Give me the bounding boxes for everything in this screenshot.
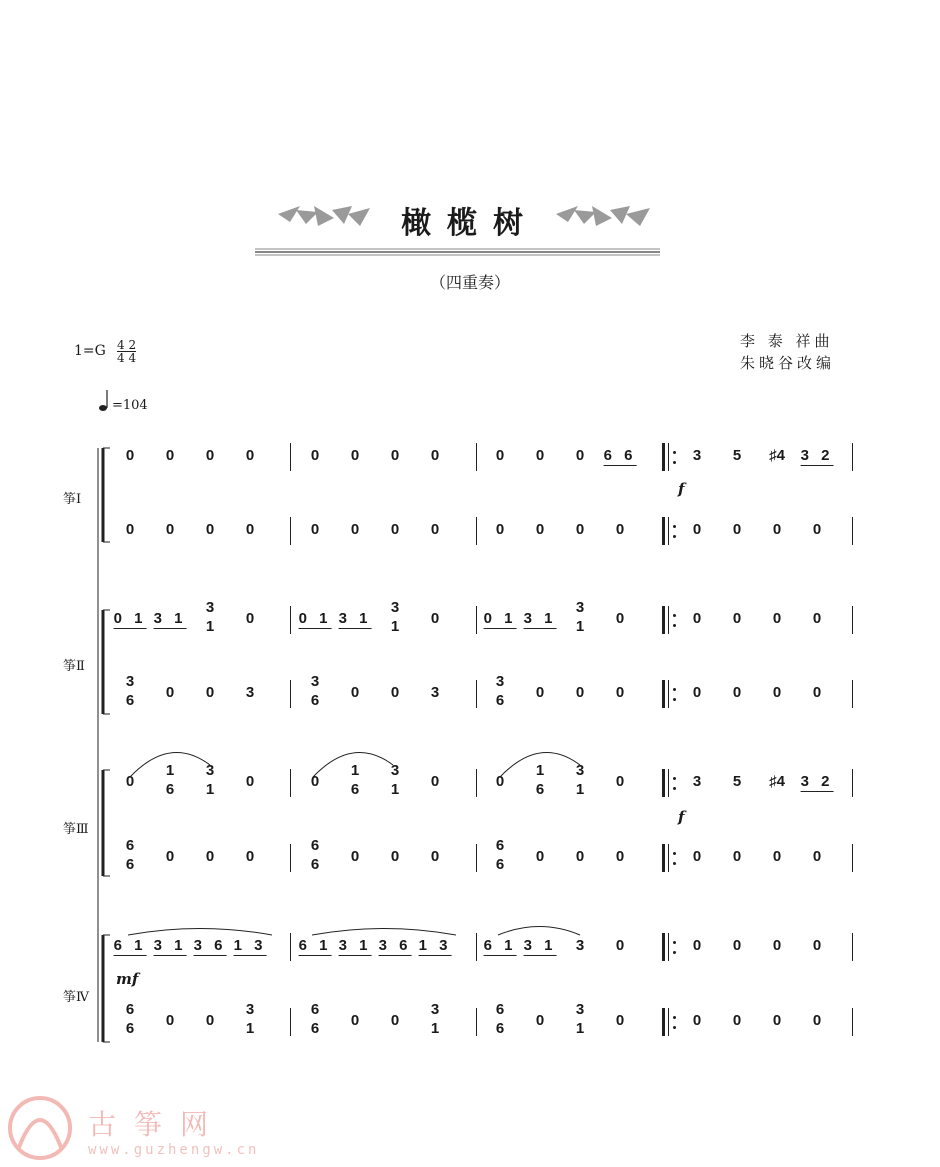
zheng2-lower-note: 0	[732, 684, 742, 701]
repeat-dot	[673, 862, 676, 865]
key-signature: 1=G	[74, 343, 106, 359]
zheng3-upper-note: 1 6	[165, 762, 175, 798]
zheng3-lower-note: 0	[732, 848, 742, 865]
zheng2-upper-note: 0	[615, 610, 625, 627]
zheng4-upper-note: 0	[732, 937, 742, 954]
time-signature-bottom: 4 4	[117, 351, 137, 365]
zheng1-lower-note: 0	[390, 521, 400, 538]
repeat-dot	[673, 525, 676, 528]
barline	[662, 1008, 665, 1036]
zheng2-upper-note: 0	[430, 610, 440, 627]
zheng3-lower-note: 0	[350, 848, 360, 865]
repeat-dot	[673, 535, 676, 538]
zheng4-lower-note: 3 1	[575, 1001, 585, 1037]
zheng4-upper-note: 0	[772, 937, 782, 954]
zheng1-lower-note: 0	[430, 521, 440, 538]
repeat-dot	[673, 624, 676, 627]
repeat-dot	[673, 451, 676, 454]
barline	[476, 443, 477, 471]
zheng1-upper-note: 0	[310, 447, 320, 464]
barline	[852, 606, 853, 634]
zheng3-lower-note: 0	[772, 848, 782, 865]
zheng2-upper-note: 3 1	[338, 610, 372, 627]
repeat-dot	[673, 941, 676, 944]
zheng3-upper-note: 1 6	[350, 762, 360, 798]
zheng4-upper-note: 3 1	[338, 937, 372, 954]
barline	[290, 1008, 291, 1036]
zheng2-upper-note: 3 1	[390, 599, 400, 635]
instrument-label-zheng1: 筝Ⅰ	[63, 492, 82, 507]
zheng4-upper-note: 0	[692, 937, 702, 954]
zheng1-lower-note: 0	[350, 521, 360, 538]
zheng1-upper-note: 0	[125, 447, 135, 464]
zheng4-upper-note: 6 1	[483, 937, 517, 954]
zheng1-lower-note: 0	[165, 521, 175, 538]
watermark-url: www.guzhengw.cn	[88, 1142, 260, 1158]
zheng3-upper-note: 3 1	[390, 762, 400, 798]
watermark-text: 古筝网	[88, 1108, 227, 1141]
zheng4-lower-note: 6 6	[125, 1001, 135, 1037]
zheng1-upper-note: 0	[535, 447, 545, 464]
zheng2-lower-note: 0	[390, 684, 400, 701]
instrument-label-zheng3: 筝Ⅲ	[63, 822, 89, 837]
repeat-barline	[668, 1008, 669, 1036]
zheng2-lower-note: 0	[165, 684, 175, 701]
dynamic-forte-zheng1: f	[678, 480, 685, 498]
repeat-dot	[673, 614, 676, 617]
time-signature	[116, 339, 137, 364]
barline	[852, 517, 853, 545]
zheng1-upper-note: 5	[732, 447, 742, 464]
zheng1-lower-note: 0	[495, 521, 505, 538]
zheng4-lower-note: 3 1	[430, 1001, 440, 1037]
zheng1-lower-note: 0	[205, 521, 215, 538]
zheng1-lower-note: 0	[732, 521, 742, 538]
zheng2-lower-note: 3 6	[125, 673, 135, 709]
zheng3-upper-note: 0	[310, 773, 320, 790]
barline	[476, 933, 477, 961]
zheng4-upper-note: 0	[615, 937, 625, 954]
zheng2-upper-note: 3 1	[575, 599, 585, 635]
repeat-dot	[673, 1016, 676, 1019]
zheng4-lower-note: 6 6	[495, 1001, 505, 1037]
zheng2-upper-note: 0 1	[113, 610, 147, 627]
zheng4-upper-note: 3 1	[523, 937, 557, 954]
repeat-dot	[673, 777, 676, 780]
zheng1-lower-note: 0	[310, 521, 320, 538]
barline	[290, 769, 291, 797]
zheng3-lower-note: 0	[615, 848, 625, 865]
repeat-dot	[673, 461, 676, 464]
zheng3-upper-note: 1 6	[535, 762, 545, 798]
barline	[662, 769, 665, 797]
zheng1-upper-note: 6 6	[603, 447, 637, 464]
barline	[662, 680, 665, 708]
zheng3-upper-note: 0	[125, 773, 135, 790]
repeat-barline	[668, 517, 669, 545]
zheng1-upper-note: ♯4	[769, 447, 785, 464]
zheng3-lower-note: 0	[390, 848, 400, 865]
zheng1-upper-note: 3 2	[800, 447, 834, 464]
zheng4-upper-note: 3	[575, 937, 585, 954]
zheng1-lower-note: 0	[535, 521, 545, 538]
repeat-barline	[668, 443, 669, 471]
zheng3-upper-note: 3	[692, 773, 702, 790]
barline	[476, 680, 477, 708]
zheng2-lower-note: 0	[535, 684, 545, 701]
zheng2-lower-note: 3	[245, 684, 255, 701]
repeat-dot	[673, 688, 676, 691]
zheng2-upper-note: 0 1	[298, 610, 332, 627]
zheng4-lower-note: 0	[390, 1012, 400, 1029]
barline	[662, 606, 665, 634]
zheng1-upper-note: 0	[205, 447, 215, 464]
repeat-barline	[668, 933, 669, 961]
zheng1-upper-note: 0	[390, 447, 400, 464]
zheng1-lower-note: 0	[575, 521, 585, 538]
zheng3-lower-note: 0	[692, 848, 702, 865]
barline	[290, 606, 291, 634]
zheng4-lower-note: 0	[812, 1012, 822, 1029]
barline	[662, 443, 665, 471]
zheng3-lower-note: 0	[812, 848, 822, 865]
zheng2-upper-note: 0 1	[483, 610, 517, 627]
dynamic-mezzoforte-zheng4: mf	[116, 970, 139, 988]
zheng3-upper-note: 0	[495, 773, 505, 790]
zheng4-upper-note: 3 6	[193, 937, 227, 954]
barline	[476, 844, 477, 872]
zheng3-upper-note: 0	[245, 773, 255, 790]
zheng1-upper-note: 0	[165, 447, 175, 464]
zheng2-upper-note: 3 1	[523, 610, 557, 627]
zheng2-lower-note: 0	[575, 684, 585, 701]
barline	[662, 933, 665, 961]
zheng3-lower-note: 6 6	[310, 837, 320, 873]
zheng3-upper-note: ♯4	[769, 773, 785, 790]
instrument-label-zheng4: 筝Ⅳ	[63, 990, 89, 1005]
zheng3-lower-note: 0	[575, 848, 585, 865]
zheng1-lower-note: 0	[692, 521, 702, 538]
repeat-dot	[673, 1026, 676, 1029]
zheng2-upper-note: 3 1	[153, 610, 187, 627]
repeat-barline	[668, 844, 669, 872]
barline	[476, 769, 477, 797]
zheng2-lower-note: 3 6	[495, 673, 505, 709]
zheng2-lower-note: 3	[430, 684, 440, 701]
barline	[290, 680, 291, 708]
zheng2-lower-note: 0	[205, 684, 215, 701]
instrument-label-zheng2: 筝Ⅱ	[63, 659, 85, 674]
zheng4-lower-note: 3 1	[245, 1001, 255, 1037]
zheng1-upper-note: 0	[575, 447, 585, 464]
zheng3-upper-note: 3 1	[575, 762, 585, 798]
barline	[662, 844, 665, 872]
zheng2-upper-note: 0	[732, 610, 742, 627]
zheng1-upper-note: 0	[245, 447, 255, 464]
repeat-dot	[673, 787, 676, 790]
zheng2-upper-note: 0	[772, 610, 782, 627]
zheng3-upper-note: 3 1	[205, 762, 215, 798]
zheng2-upper-note: 0	[812, 610, 822, 627]
zheng3-lower-note: 0	[535, 848, 545, 865]
zheng4-upper-note: 3 6	[378, 937, 412, 954]
zheng2-lower-note: 0	[812, 684, 822, 701]
zheng4-lower-note: 0	[692, 1012, 702, 1029]
zheng3-lower-note: 6 6	[125, 837, 135, 873]
zheng2-upper-note: 3 1	[205, 599, 215, 635]
zheng3-lower-note: 0	[430, 848, 440, 865]
barline	[290, 933, 291, 961]
tempo-marking: =104	[112, 398, 148, 413]
zheng2-lower-note: 0	[772, 684, 782, 701]
zheng4-upper-note: 0	[812, 937, 822, 954]
zheng1-upper-note: 0	[495, 447, 505, 464]
barline	[852, 769, 853, 797]
zheng4-lower-note: 0	[535, 1012, 545, 1029]
barline	[852, 844, 853, 872]
repeat-barline	[668, 769, 669, 797]
zheng1-upper-note: 3	[692, 447, 702, 464]
zheng3-upper-note: 0	[615, 773, 625, 790]
zheng3-lower-note: 0	[245, 848, 255, 865]
repeat-dot	[673, 951, 676, 954]
zheng4-lower-note: 0	[165, 1012, 175, 1029]
zheng4-lower-note: 0	[205, 1012, 215, 1029]
zheng4-upper-note: 6 1	[298, 937, 332, 954]
zheng4-lower-note: 0	[772, 1012, 782, 1029]
barline	[852, 680, 853, 708]
zheng4-upper-note: 1 3	[233, 937, 267, 954]
repeat-barline	[668, 680, 669, 708]
zheng2-upper-note: 0	[245, 610, 255, 627]
arranger-credit: 朱晓谷改编	[740, 354, 836, 372]
zheng2-lower-note: 0	[350, 684, 360, 701]
barline	[476, 517, 477, 545]
zheng4-lower-note: 0	[732, 1012, 742, 1029]
barline	[290, 517, 291, 545]
barline	[852, 443, 853, 471]
zheng2-lower-note: 3 6	[310, 673, 320, 709]
zheng1-upper-note: 0	[350, 447, 360, 464]
zheng1-lower-note: 0	[772, 521, 782, 538]
zheng1-upper-note: 0	[430, 447, 440, 464]
zheng4-lower-note: 0	[350, 1012, 360, 1029]
zheng1-lower-note: 0	[245, 521, 255, 538]
zheng3-lower-note: 0	[165, 848, 175, 865]
barline	[476, 1008, 477, 1036]
repeat-dot	[673, 698, 676, 701]
zheng3-lower-note: 0	[205, 848, 215, 865]
zheng3-upper-note: 3 2	[800, 773, 834, 790]
zheng2-lower-note: 0	[692, 684, 702, 701]
score-subtitle: （四重奏）	[429, 273, 510, 292]
zheng4-upper-note: 3 1	[153, 937, 187, 954]
barline	[662, 517, 665, 545]
barline	[852, 933, 853, 961]
barline	[290, 443, 291, 471]
barline	[476, 606, 477, 634]
zheng2-upper-note: 0	[692, 610, 702, 627]
dynamic-forte-zheng3: f	[678, 808, 685, 826]
zheng2-lower-note: 0	[615, 684, 625, 701]
zheng4-upper-note: 1 3	[418, 937, 452, 954]
zheng3-lower-note: 6 6	[495, 837, 505, 873]
repeat-barline	[668, 606, 669, 634]
zheng3-upper-note: 0	[430, 773, 440, 790]
zheng4-lower-note: 6 6	[310, 1001, 320, 1037]
repeat-dot	[673, 852, 676, 855]
zheng1-lower-note: 0	[812, 521, 822, 538]
zheng4-lower-note: 0	[615, 1012, 625, 1029]
composer-credit: 李 泰 祥曲	[740, 332, 834, 350]
barline	[290, 844, 291, 872]
zheng1-lower-note: 0	[615, 521, 625, 538]
zheng4-upper-note: 6 1	[113, 937, 147, 954]
time-signature-top: 4 2	[117, 338, 137, 352]
barline	[852, 1008, 853, 1036]
score-title: 橄榄树	[401, 206, 539, 241]
zheng1-lower-note: 0	[125, 521, 135, 538]
zheng3-upper-note: 5	[732, 773, 742, 790]
